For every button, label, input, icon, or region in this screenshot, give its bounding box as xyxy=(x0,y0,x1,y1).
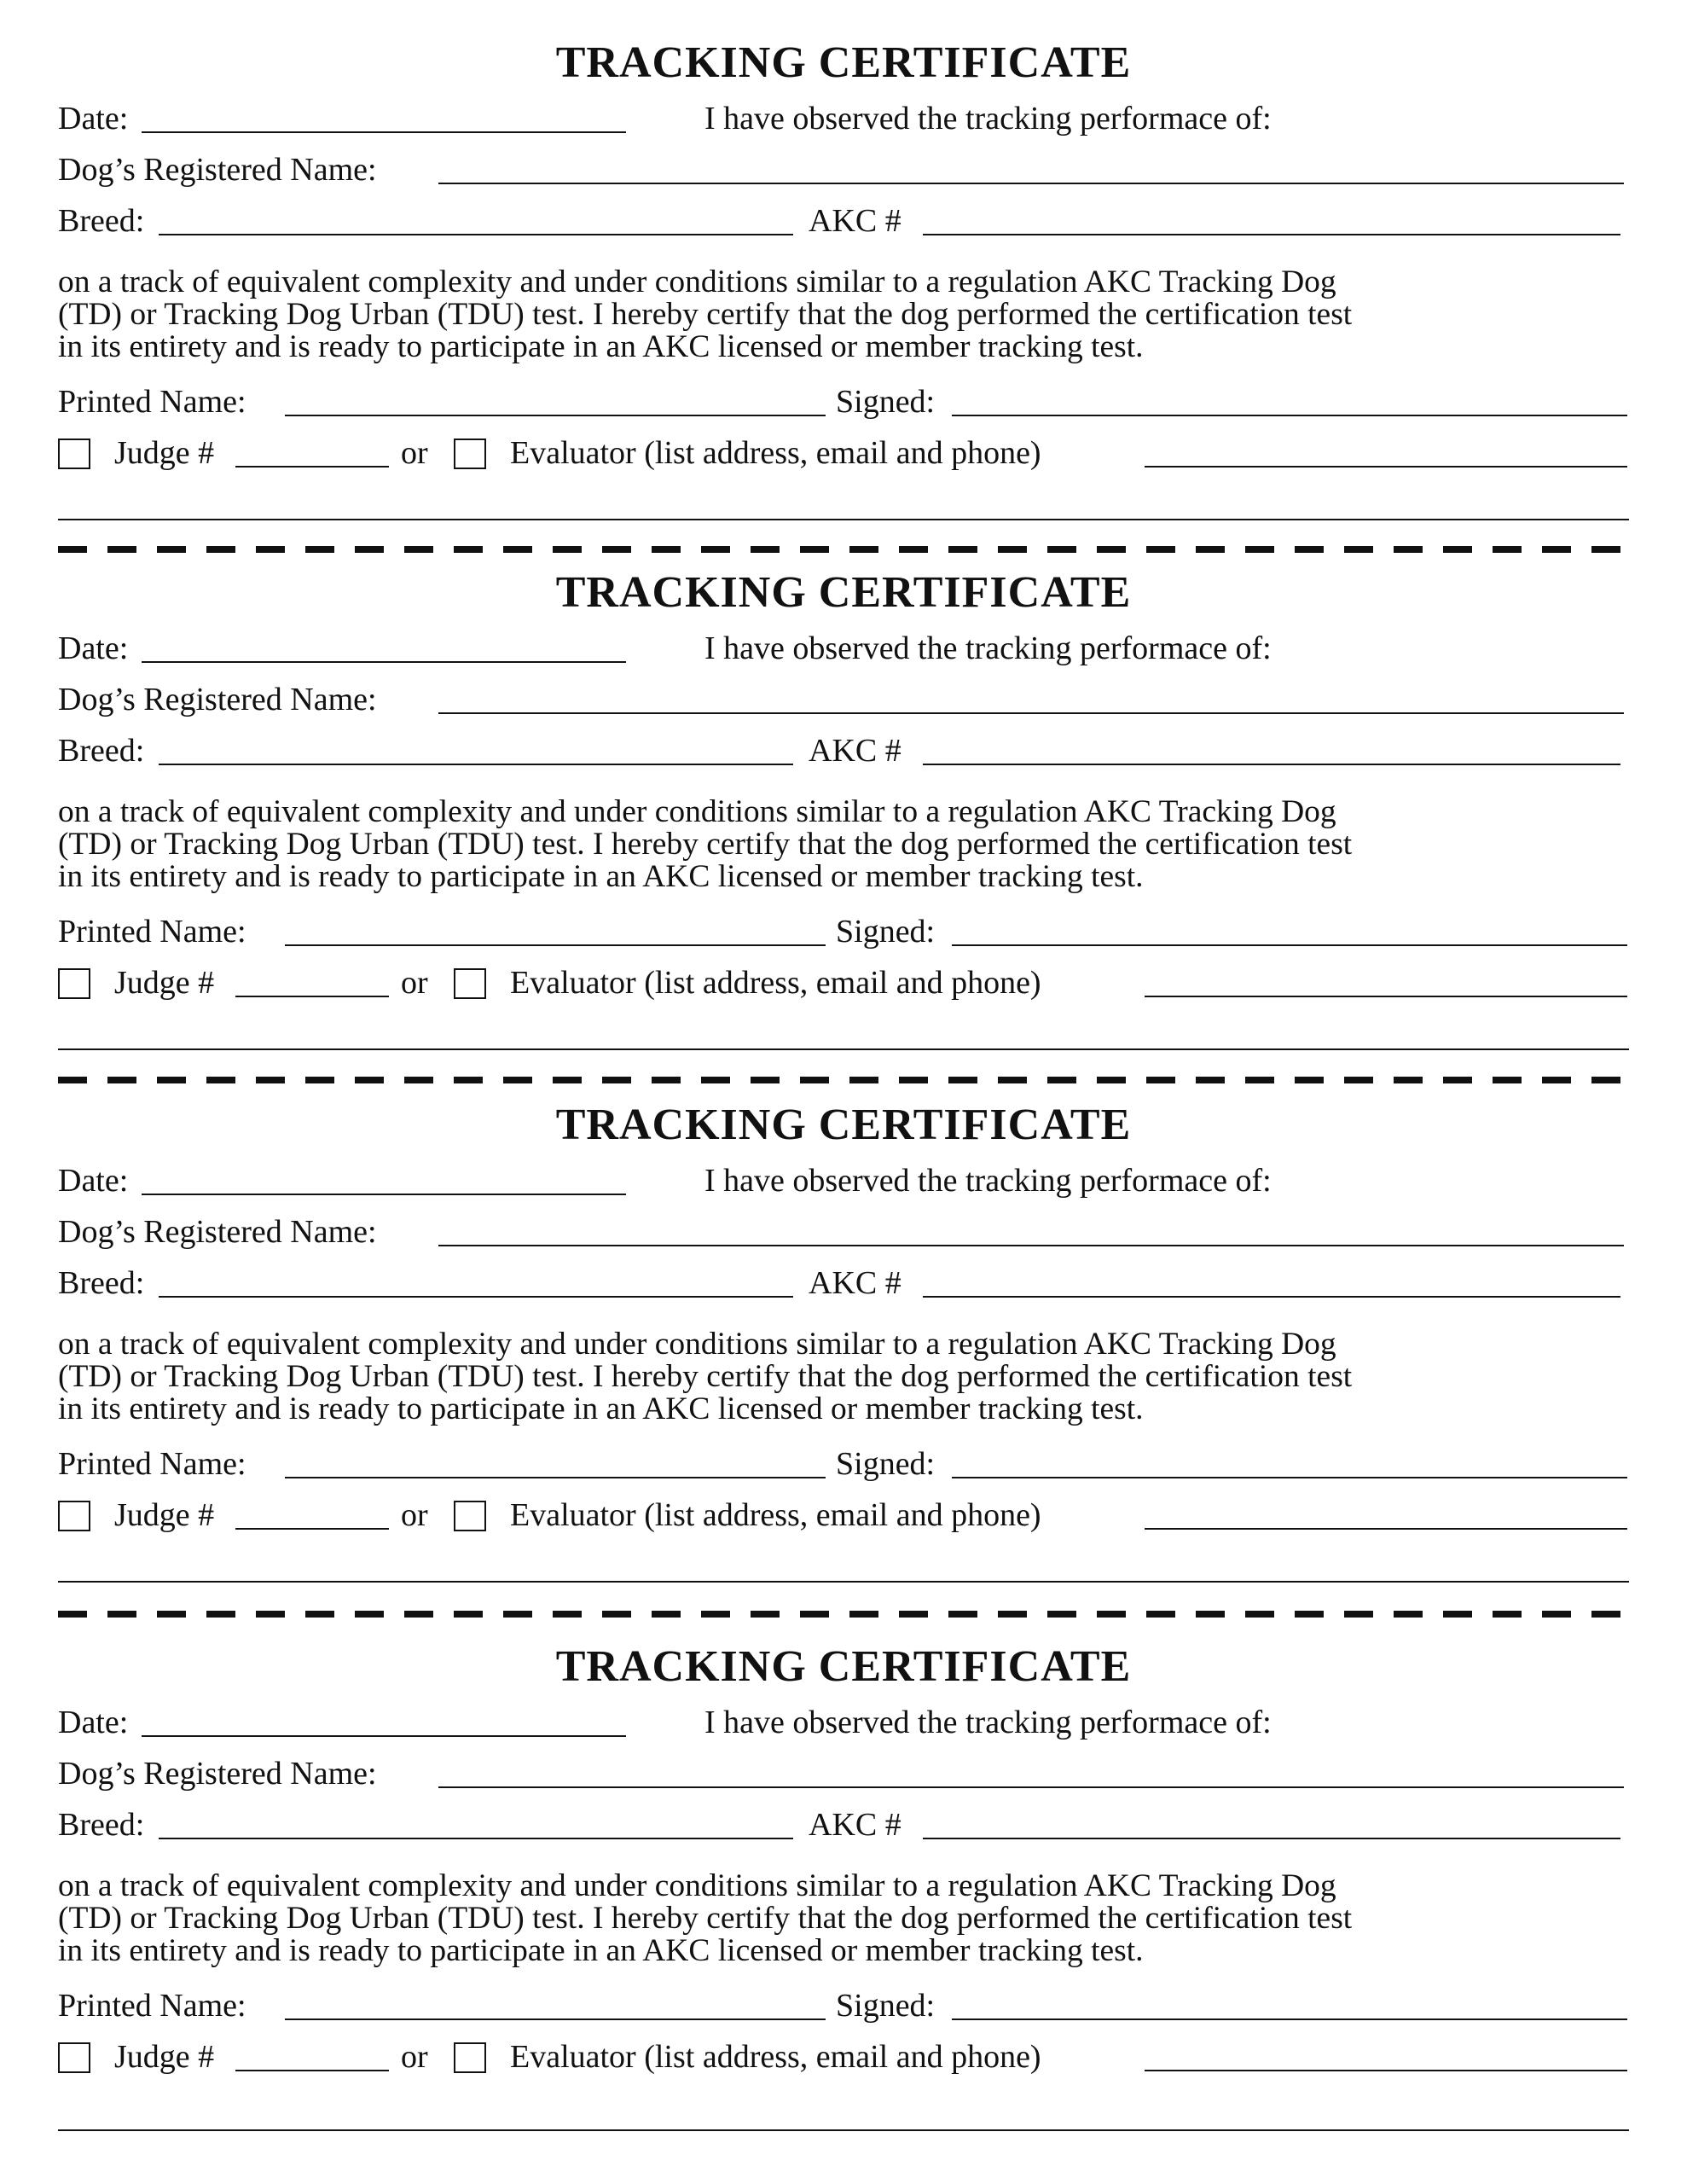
breed-field[interactable] xyxy=(159,764,793,765)
or-label: or xyxy=(401,2039,428,2075)
certificate-title: TRACKING CERTIFICATE xyxy=(555,568,1132,617)
dog-name-row xyxy=(58,150,1629,189)
judge-label: Judge # xyxy=(114,2039,215,2075)
printed-name-field[interactable] xyxy=(285,1477,826,1478)
date-row xyxy=(58,1703,1629,1742)
akc-label: AKC # xyxy=(809,733,901,769)
evaluator-extra-line[interactable] xyxy=(58,1048,1629,1050)
dog-name-field[interactable] xyxy=(438,1786,1624,1788)
printed-name-field[interactable] xyxy=(285,944,826,946)
signature-field[interactable] xyxy=(952,415,1627,416)
printed-name-label: Printed Name: xyxy=(58,914,246,950)
evaluator-extra-line[interactable] xyxy=(58,1581,1629,1583)
certificate-2 xyxy=(0,530,1687,1076)
certificate-4 xyxy=(0,1604,1687,2150)
paragraph-line: in its entirety and is ready to participate in an AKC licensed or member tracking test. xyxy=(58,859,1144,894)
breed-field[interactable] xyxy=(159,1838,793,1839)
or-label: or xyxy=(401,1497,428,1533)
dog-name-label: Dog’s Registered Name: xyxy=(58,1756,377,1792)
evaluator-info-field[interactable] xyxy=(1145,1528,1627,1530)
paragraph-line: in its entirety and is ready to participate in an AKC licensed or member tracking test. xyxy=(58,1391,1144,1426)
signed-label: Signed: xyxy=(836,1988,936,2024)
date-row xyxy=(58,629,1629,668)
date-field[interactable] xyxy=(142,661,626,663)
judge-label: Judge # xyxy=(114,1497,215,1533)
paragraph-line: (TD) or Tracking Dog Urban (TDU) test. I hereby certify that the dog performed the certification test xyxy=(58,297,1353,332)
judge-checkbox[interactable] xyxy=(58,2042,90,2073)
certification-paragraph xyxy=(58,796,1644,893)
judge-checkbox[interactable] xyxy=(58,439,90,469)
certificate-title: TRACKING CERTIFICATE xyxy=(555,1101,1132,1149)
paragraph-line: in its entirety and is ready to participate in an AKC licensed or member tracking test. xyxy=(58,329,1144,364)
evaluator-label: Evaluator (list address, email and phone) xyxy=(510,1497,1041,1533)
printed-name-field[interactable] xyxy=(285,415,826,416)
breed-field[interactable] xyxy=(159,1296,793,1298)
evaluator-checkbox[interactable] xyxy=(454,1501,486,1531)
date-field[interactable] xyxy=(142,1194,626,1195)
akc-number-field[interactable] xyxy=(923,234,1620,235)
date-field[interactable] xyxy=(142,1735,626,1737)
akc-number-field[interactable] xyxy=(923,764,1620,765)
judge-number-field[interactable] xyxy=(235,996,389,997)
signature-row xyxy=(58,1986,1629,2025)
paragraph-line: on a track of equivalent complexity and under conditions similar to a regulation AKC Tracking Dog xyxy=(58,1868,1336,1903)
observed-text: I have observed the tracking performace of: xyxy=(704,101,1272,136)
breed-label: Breed: xyxy=(58,1807,145,1843)
breed-row xyxy=(58,201,1629,241)
evaluator-extra-line[interactable] xyxy=(58,519,1629,520)
paragraph-line: on a track of equivalent complexity and under conditions similar to a regulation AKC Tracking Dog xyxy=(58,1327,1336,1362)
signed-label: Signed: xyxy=(836,1446,936,1482)
signature-field[interactable] xyxy=(952,1477,1627,1478)
evaluator-label: Evaluator (list address, email and phone) xyxy=(510,2039,1041,2075)
breed-row xyxy=(58,731,1629,770)
observed-text: I have observed the tracking performace of: xyxy=(704,630,1272,666)
printed-name-label: Printed Name: xyxy=(58,384,246,420)
dog-name-field[interactable] xyxy=(438,1245,1624,1246)
judge-evaluator-row xyxy=(58,2037,1629,2077)
dog-name-label: Dog’s Registered Name: xyxy=(58,1214,377,1250)
dog-name-row xyxy=(58,1754,1629,1793)
evaluator-checkbox[interactable] xyxy=(454,2042,486,2073)
date-row xyxy=(58,1161,1629,1200)
breed-field[interactable] xyxy=(159,234,793,235)
signature-field[interactable] xyxy=(952,2018,1627,2020)
observed-text: I have observed the tracking performace of: xyxy=(704,1163,1272,1199)
date-label: Date: xyxy=(58,1705,129,1740)
observed-text: I have observed the tracking performace of: xyxy=(704,1705,1272,1740)
or-label: or xyxy=(401,965,428,1001)
judge-evaluator-row xyxy=(58,963,1629,1002)
printed-name-field[interactable] xyxy=(285,2018,826,2020)
certification-paragraph xyxy=(58,1328,1644,1426)
judge-number-field[interactable] xyxy=(235,1528,389,1530)
printed-name-label: Printed Name: xyxy=(58,1446,246,1482)
signature-row xyxy=(58,1444,1629,1484)
signed-label: Signed: xyxy=(836,384,936,420)
date-row xyxy=(58,99,1629,138)
paragraph-line: on a track of equivalent complexity and under conditions similar to a regulation AKC Tracking Dog xyxy=(58,264,1336,299)
evaluator-checkbox[interactable] xyxy=(454,968,486,999)
signature-field[interactable] xyxy=(952,944,1627,946)
judge-number-field[interactable] xyxy=(235,2070,389,2071)
date-label: Date: xyxy=(58,630,129,666)
evaluator-label: Evaluator (list address, email and phone) xyxy=(510,965,1041,1001)
evaluator-info-field[interactable] xyxy=(1145,996,1627,997)
breed-label: Breed: xyxy=(58,733,145,769)
date-label: Date: xyxy=(58,1163,129,1199)
evaluator-info-field[interactable] xyxy=(1145,466,1627,468)
certification-paragraph xyxy=(58,266,1644,363)
akc-label: AKC # xyxy=(809,203,901,239)
paragraph-line: (TD) or Tracking Dog Urban (TDU) test. I hereby certify that the dog performed the certification test xyxy=(58,1359,1353,1394)
akc-number-field[interactable] xyxy=(923,1296,1620,1298)
date-label: Date: xyxy=(58,101,129,136)
certificate-3 xyxy=(0,1062,1687,1608)
dog-name-label: Dog’s Registered Name: xyxy=(58,152,377,188)
paragraph-line: (TD) or Tracking Dog Urban (TDU) test. I hereby certify that the dog performed the certification test xyxy=(58,827,1353,862)
breed-label: Breed: xyxy=(58,1265,145,1301)
judge-evaluator-row xyxy=(58,1496,1629,1535)
judge-checkbox[interactable] xyxy=(58,968,90,999)
evaluator-checkbox[interactable] xyxy=(454,439,486,469)
certification-paragraph xyxy=(58,1870,1644,1967)
evaluator-info-field[interactable] xyxy=(1145,2070,1627,2071)
dog-name-field[interactable] xyxy=(438,712,1624,714)
printed-name-label: Printed Name: xyxy=(58,1988,246,2024)
signature-row xyxy=(58,912,1629,951)
signature-row xyxy=(58,382,1629,421)
evaluator-extra-line[interactable] xyxy=(58,2129,1629,2131)
evaluator-label: Evaluator (list address, email and phone) xyxy=(510,435,1041,471)
judge-label: Judge # xyxy=(114,435,215,471)
certificate-title: TRACKING CERTIFICATE xyxy=(555,1642,1132,1691)
date-field[interactable] xyxy=(142,131,626,133)
judge-number-field[interactable] xyxy=(235,466,389,468)
akc-label: AKC # xyxy=(809,1265,901,1301)
paragraph-line: in its entirety and is ready to participate in an AKC licensed or member tracking test. xyxy=(58,1933,1144,1968)
judge-label: Judge # xyxy=(114,965,215,1001)
judge-evaluator-row xyxy=(58,433,1629,473)
certificate-title: TRACKING CERTIFICATE xyxy=(555,38,1132,87)
paragraph-line: (TD) or Tracking Dog Urban (TDU) test. I hereby certify that the dog performed the certification test xyxy=(58,1901,1353,1936)
dog-name-field[interactable] xyxy=(438,183,1624,184)
dog-name-row xyxy=(58,680,1629,719)
dog-name-label: Dog’s Registered Name: xyxy=(58,682,377,717)
akc-label: AKC # xyxy=(809,1807,901,1843)
or-label: or xyxy=(401,435,428,471)
signed-label: Signed: xyxy=(836,914,936,950)
breed-label: Breed: xyxy=(58,203,145,239)
certificate-1 xyxy=(0,0,1687,546)
akc-number-field[interactable] xyxy=(923,1838,1620,1839)
dog-name-row xyxy=(58,1212,1629,1252)
judge-checkbox[interactable] xyxy=(58,1501,90,1531)
breed-row xyxy=(58,1263,1629,1303)
paragraph-line: on a track of equivalent complexity and under conditions similar to a regulation AKC Tracking Dog xyxy=(58,794,1336,829)
breed-row xyxy=(58,1805,1629,1844)
